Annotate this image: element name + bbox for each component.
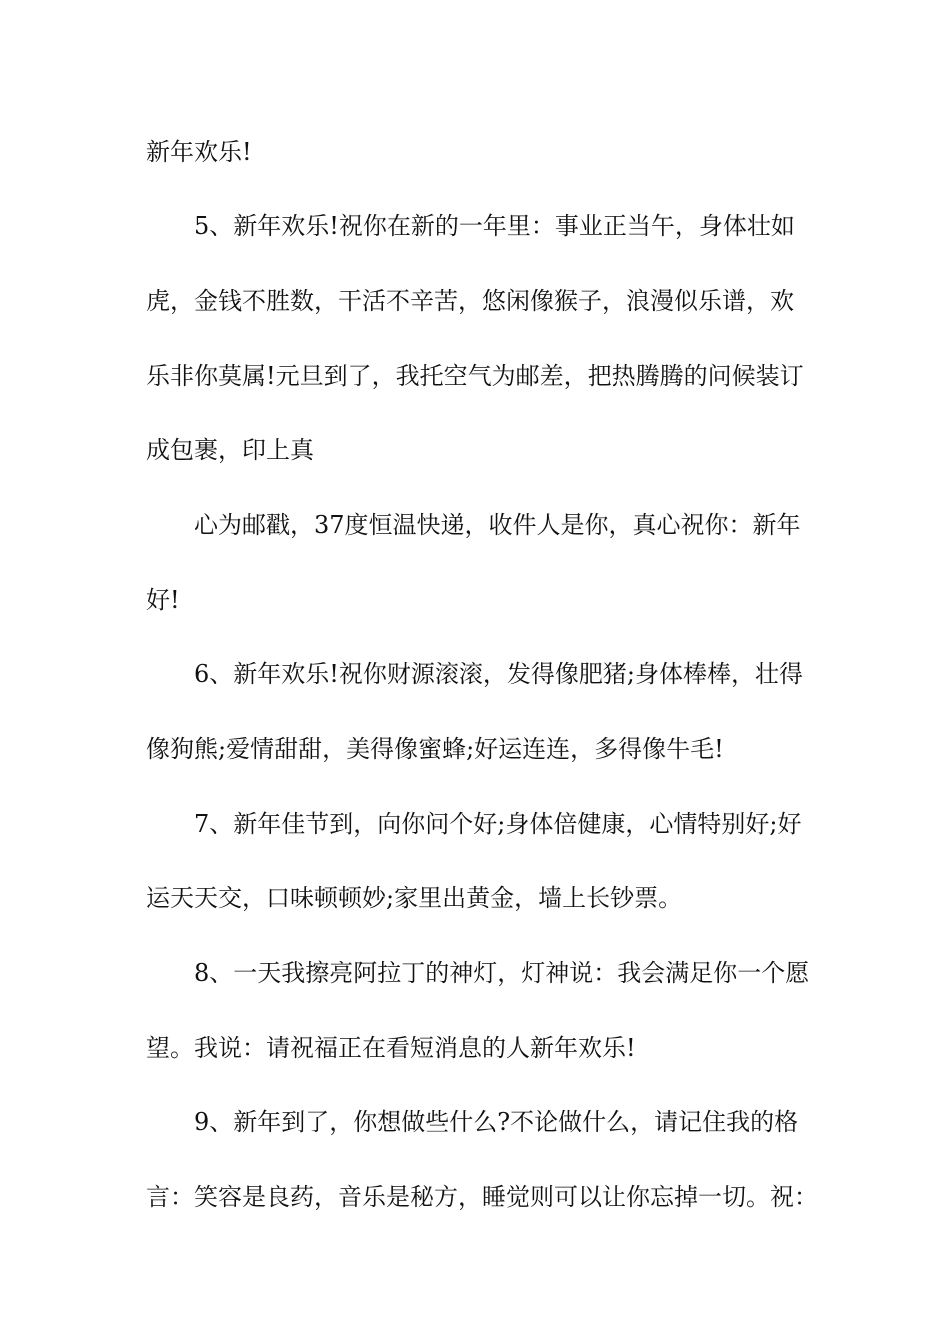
text-line: 像狗熊;爱情甜甜，美得像蜜蜂;好运连连，多得像牛毛! bbox=[146, 735, 724, 763]
text-line: 5、新年欢乐!祝你在新的一年里：事业正当午，身体壮如 bbox=[194, 212, 795, 240]
text-line: 心为邮戳，37度恒温快递，收件人是你，真心祝你：新年 bbox=[194, 511, 801, 539]
text-line: 望。我说：请祝福正在看短消息的人新年欢乐! bbox=[146, 1034, 636, 1062]
text-line: 8、一天我擦亮阿拉丁的神灯，灯神说：我会满足你一个愿 bbox=[194, 959, 810, 987]
text-line: 9、新年到了，你想做些什么?不论做什么，请记住我的格 bbox=[194, 1108, 799, 1136]
text-line: 言：笑容是良药，音乐是秘方，睡觉则可以让你忘掉一切。祝： bbox=[146, 1183, 818, 1211]
text-line: 成包裹，印上真 bbox=[146, 436, 314, 464]
text-line: 新年欢乐! bbox=[146, 138, 252, 166]
text-line: 乐非你莫属!元旦到了，我托空气为邮差，把热腾腾的问候装订 bbox=[146, 362, 804, 390]
text-line: 虎，金钱不胜数，干活不辛苦，悠闲像猴子，浪漫似乐谱，欢 bbox=[146, 287, 794, 315]
text-line: 7、新年佳节到，向你问个好;身体倍健康，心情特别好;好 bbox=[194, 810, 802, 838]
text-line: 运天天交，口味顿顿妙;家里出黄金，墙上长钞票。 bbox=[146, 884, 683, 912]
text-line: 好! bbox=[146, 586, 180, 614]
text-line: 6、新年欢乐!祝你财源滚滚，发得像肥猪;身体棒棒，壮得 bbox=[194, 660, 803, 688]
